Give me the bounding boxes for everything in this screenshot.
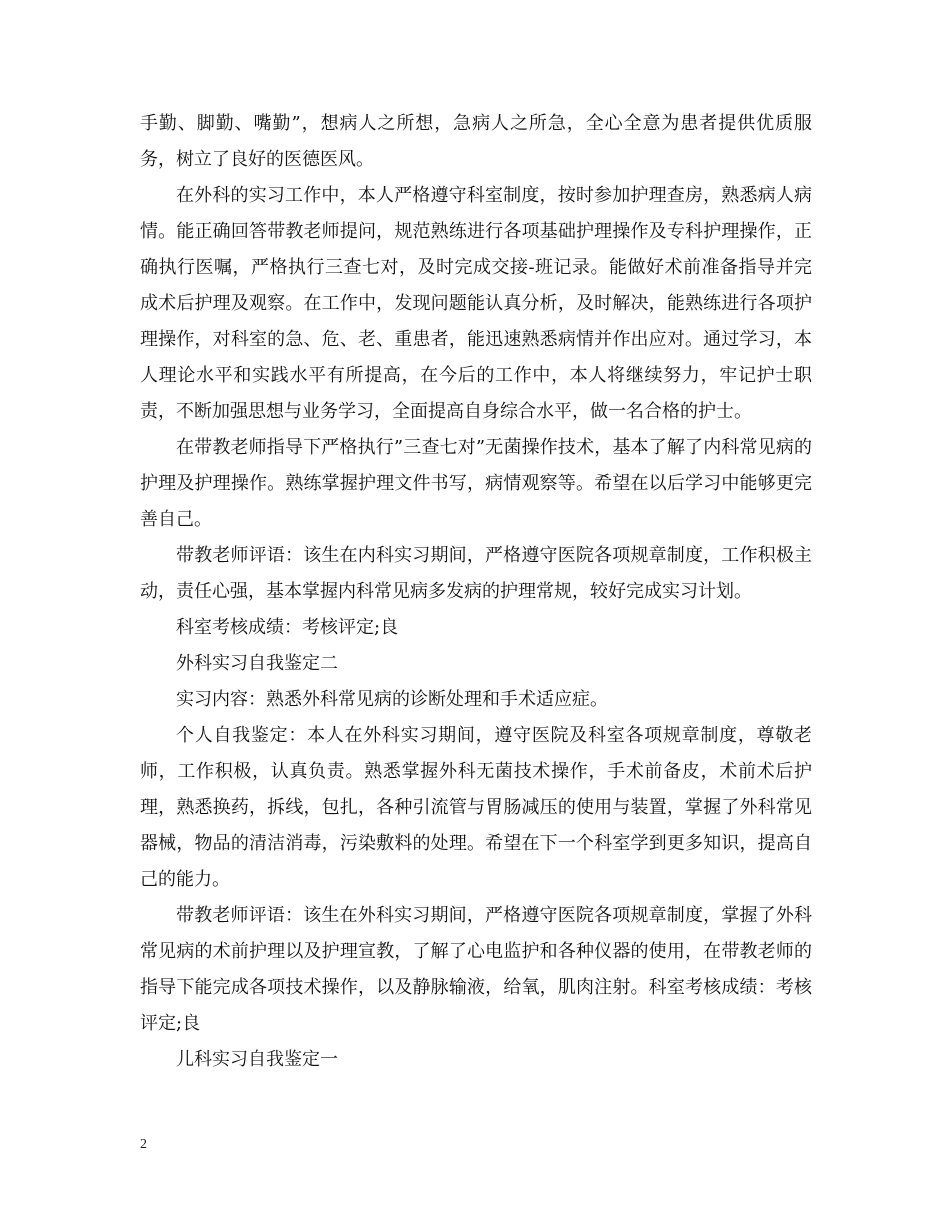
- paragraph-internal-medicine-practice: 在带教老师指导下严格执行”三查七对”无菌操作技术，基本了解了内科常见病的护理及护理操作。熟练掌握护理文件书写，病情观察等。希望在以后学习中能够更完善自己。: [140, 437, 812, 530]
- document-body: [140, 106, 812, 1078]
- paragraph-continuation: 手勤、脚勤、嘴勤”，想病人之所想，急病人之所急，全心全意为患者提供优质服务，树立了良好的医德医风。: [140, 113, 812, 170]
- paragraph-self-assessment: 个人自我鉴定：本人在外科实习期间，遵守医院及科室各项规章制度，尊敬老师，工作积极，认真负责。熟悉掌握外科无菌技术操作，手术前备皮，术前术后护理，熟悉换药，拆线，包扎，各种引流管与胃肠减压的使用与装置，掌握了外科常见器械，物品的清洁消毒，污染敷料的处理。希望在下一个科室学到更多知识，提高自己的能力。: [140, 725, 812, 890]
- paragraph-internship-content: 实习内容：熟悉外科常见病的诊断处理和手术适应症。: [176, 689, 608, 710]
- section-heading-pediatrics-1: 儿科实习自我鉴定一: [176, 1049, 338, 1070]
- section-heading-surgery-2: 外科实习自我鉴定二: [176, 653, 338, 674]
- paragraph-surgery-work: 在外科的实习工作中，本人严格遵守科室制度，按时参加护理查房，熟悉病人病情。能正确回答带教老师提问，规范熟练进行各项基础护理操作及专科护理操作，正确执行医嘱，严格执行三查七对，及时完成交接-班记录。能做好术前准备指导并完成术后护理及观察。在工作中，发现问题能认真分析，及时解决，能熟练进行各项护理操作，对科室的急、危、老、重患者，能迅速熟悉病情并作出应对。通过学习，本人理论水平和实践水平有所提高，在今后的工作中，本人将继续努力，牢记护士职责，不断加强思想与业务学习，全面提高自身综合水平，做一名合格的护士。: [140, 185, 812, 422]
- paragraph-teacher-comment-surgery: 带教老师评语：该生在外科实习期间，严格遵守医院各项规章制度，掌握了外科常见病的术前护理以及护理宣教，了解了心电监护和各种仪器的使用，在带教老师的指导下能完成各项技术操作，以及静脉输液，给氧，肌肉注射。科室考核成绩：考核评定;良: [140, 905, 812, 1034]
- paragraph-teacher-comment-internal: 带教老师评语：该生在内科实习期间，严格遵守医院各项规章制度，工作积极主动，责任心强，基本掌握内科常见病多发病的护理常规，较好完成实习计划。: [140, 545, 812, 602]
- paragraph-department-score: 科室考核成绩：考核评定;良: [176, 617, 399, 638]
- page-number: 2: [140, 1137, 147, 1152]
